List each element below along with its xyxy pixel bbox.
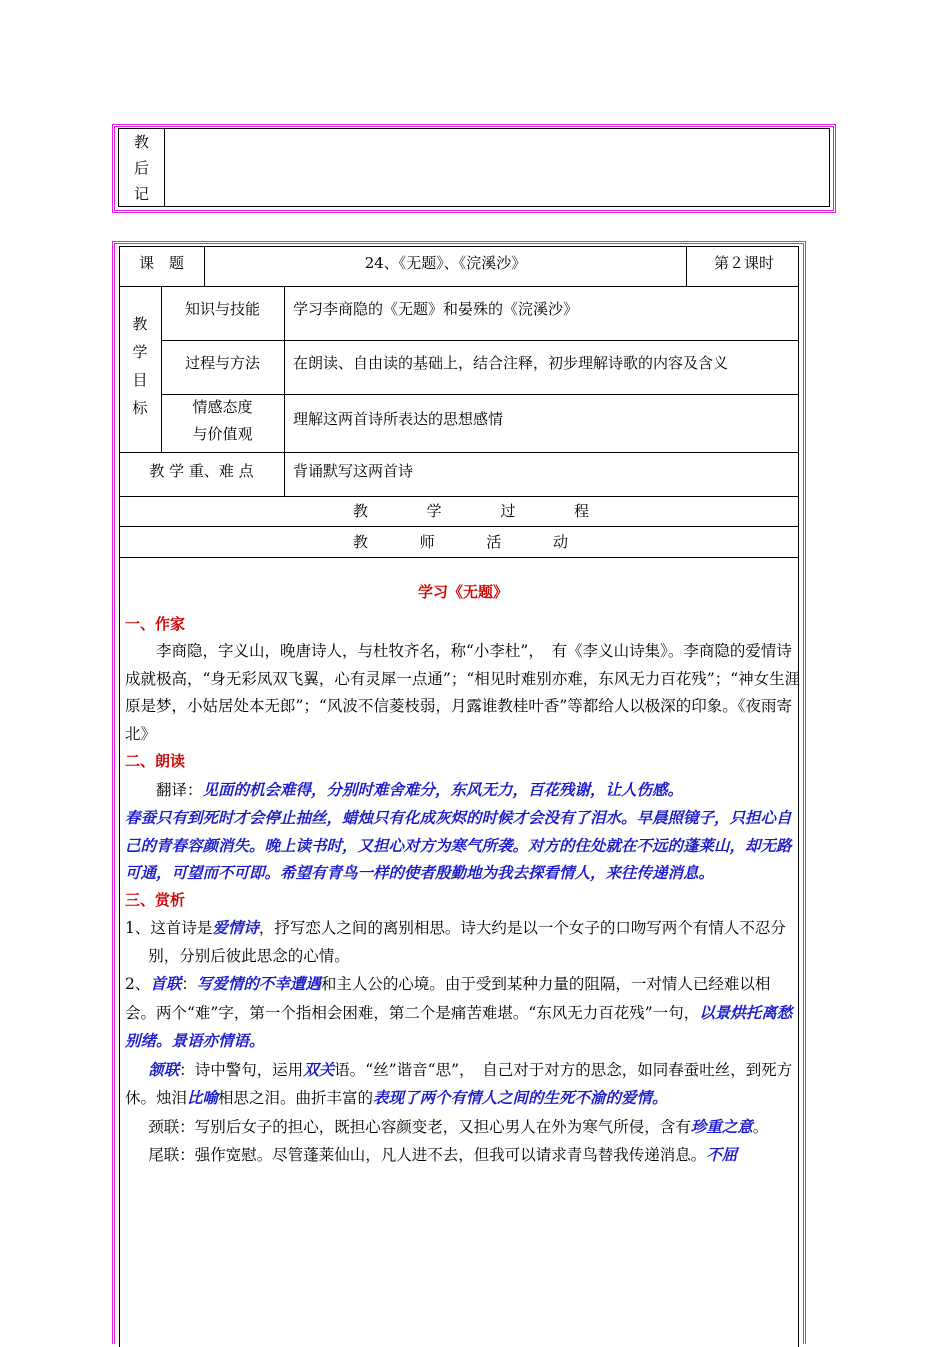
afterword-label: 教 后 记 <box>119 129 165 206</box>
section-author-text: 李商隐，字义山，晚唐诗人，与杜牧齐名，称“小李杜”， 有《李义山诗集》。李商隐的爱情诗成就极高，“身无彩凤双飞翼，心有灵犀一点通”；“相见时难别亦难，东风无力百花残”；“神女生涯原是梦，小姑居处本无郎”；“风波不信菱枝弱，月露谁教桂叶香”等都给人以极深的印象。《夜雨寄北》 <box>125 642 801 743</box>
appreciation-point-2: 2、首联：写爱情的不幸遭遇和主人公的心境。由于受到某种力量的阻隔，一对情人已经难以相会。两个“难”字，第一个指相会困难，第二个是痛苦难堪。“东风无力百花残”一句，以景烘托离愁别绪。景语亦情语。 <box>125 974 793 1050</box>
key-points-label: 教 学 重、难 点 <box>149 462 254 480</box>
appreciation-weilian: 尾联：强作宽慰。尽管蓬莱仙山，凡人进不去，但我可以请求青鸟替我传递消息。不屈 <box>148 1145 738 1164</box>
appreciation-hanlian: 颔联：诗中警句，运用双关语。“丝”谐音“思”， 自己对于对方的思念，如同春蚕吐丝，到死方休。烛泪比喻相思之泪。曲折丰富的表现了两个有情人之间的生死不渝的爱情。 <box>125 1059 793 1107</box>
key-points-text: 背诵默写这两首诗 <box>293 462 414 480</box>
section-appreciation-title: 三、赏析 <box>125 890 186 909</box>
process-header: 教 学 过 程 <box>353 502 589 520</box>
translation-line1: 翻译：见面的机会难得，分别时难舍难分，东风无力，百花残谢，让人伤感。 <box>156 779 684 799</box>
objective-text-process: 在朗读、自由读的基础上，结合注释，初步理解诗歌的内容及含义 <box>293 354 729 372</box>
objectives-label: 教 学 目 标 <box>132 315 148 417</box>
topic-title: 24、《无题》、《浣溪沙》 <box>364 254 527 272</box>
objective-name-emotion: 情感态度 与价值观 <box>192 398 253 443</box>
lesson-title: 学习《无题》 <box>417 583 508 601</box>
objective-text-knowledge: 学习李商隐的《无题》和晏殊的《浣溪沙》 <box>293 300 579 318</box>
section-author-title: 一、作家 <box>125 614 186 633</box>
period: 第２课时 <box>713 254 774 272</box>
objective-text-emotion: 理解这两首诗所表达的思想感情 <box>293 410 504 428</box>
objective-name-knowledge: 知识与技能 <box>184 300 260 318</box>
appreciation-point-1: 1、这首诗是爱情诗，抒写恋人之间的离别相思。诗大约是以一个女子的口吻写两个有情人不忍分别，分别后彼此思念的心情。 <box>125 918 786 965</box>
lesson-plan-table <box>112 241 806 1344</box>
activity-header: 教 师 活 动 <box>353 533 568 551</box>
objective-name-process: 过程与方法 <box>184 354 260 372</box>
topic-label: 课 题 <box>138 254 184 272</box>
section-reading-title: 二、朗读 <box>125 752 186 770</box>
appreciation-jinglian: 颈联：写别后女子的担心，既担心容颜变老，又担心男人在外为寒气所侵，含有珍重之意。 <box>148 1116 769 1136</box>
translation-text: 春蚕只有到死时才会停止抽丝，蜡烛只有化成灰烬的时候才会没有了泪水。早晨照镜子，只担心自己的青春容颜消失。晚上读书时，又担心对方为寒气所袭。对方的住处就在不远的蓬莱山，却无路可通，可望而不可即。希望有青鸟一样的使者殷勤地为我去探看情人，来往传递消息。 <box>125 808 792 882</box>
lesson-content <box>125 579 801 1170</box>
afterword-box <box>112 124 836 213</box>
